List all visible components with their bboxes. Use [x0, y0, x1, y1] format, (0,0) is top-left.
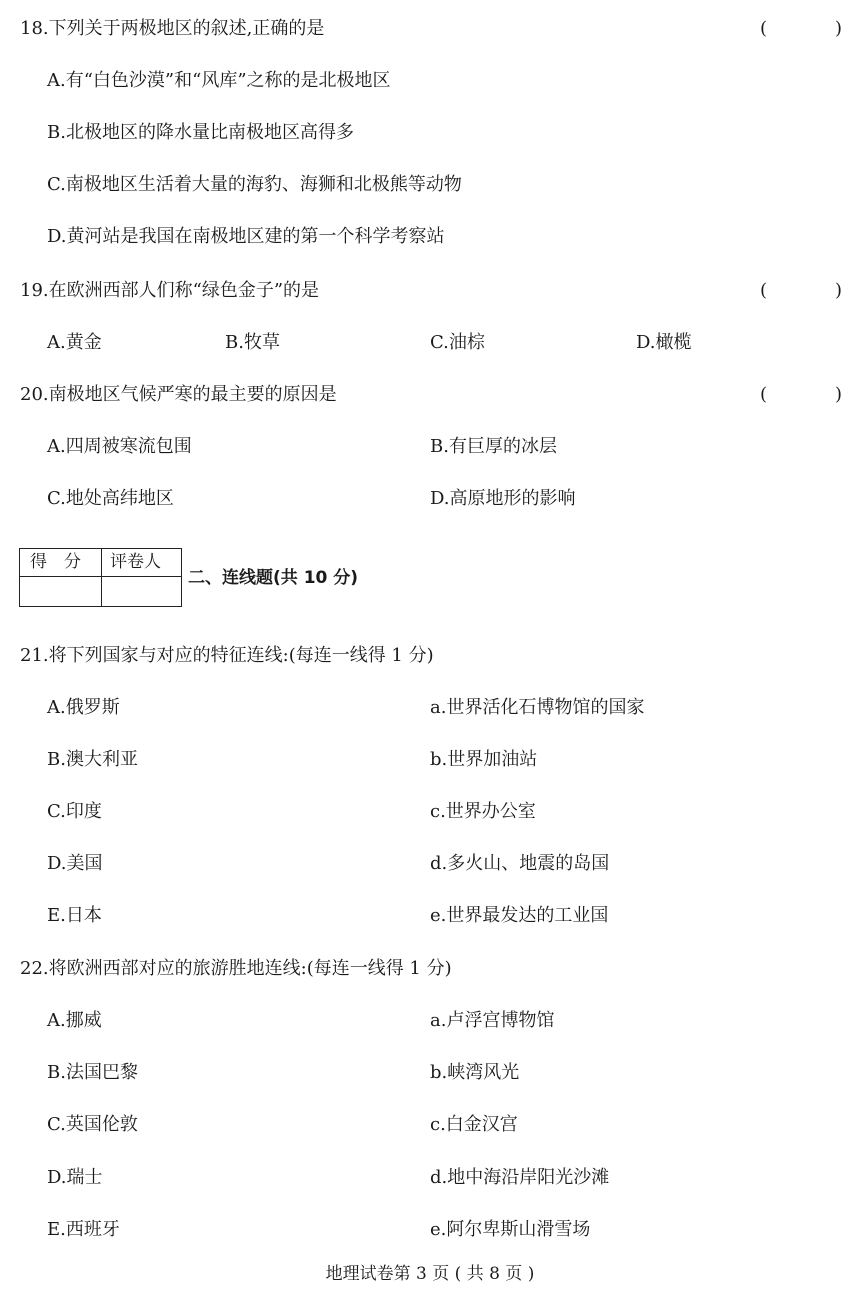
grader-label: 评卷人	[110, 552, 161, 572]
question-22-right-item: e.阿尔卑斯山滑雪场	[430, 1219, 591, 1240]
question-22-right-item: a.卢浮宫博物馆	[430, 1010, 555, 1031]
question-21-right-item: e.世界最发达的工业国	[430, 905, 609, 926]
paren-close: )	[834, 280, 842, 301]
question-18-option-a: A.有“白色沙漠”和“风库”之称的是北极地区	[47, 70, 391, 91]
question-21-left-item: C.印度	[47, 801, 102, 822]
question-22-stem: 22.将欧洲西部对应的旅游胜地连线:(每连一线得 1 分)	[20, 958, 452, 979]
question-21-left-item: E.日本	[47, 905, 102, 926]
question-21-right-item: b.世界加油站	[430, 749, 538, 770]
question-19-option-c: C.油棕	[430, 332, 485, 353]
question-21-right-item: d.多火山、地震的岛国	[430, 853, 610, 874]
question-22-right-item: c.白金汉宫	[430, 1114, 518, 1135]
question-21-left-item: A.俄罗斯	[47, 697, 120, 718]
section-2-title: 二、连线题(共 10 分)	[188, 568, 359, 588]
question-20-option-d: D.高原地形的影响	[430, 488, 576, 509]
page-footer: 地理试卷第 3 页 ( 共 8 页 )	[325, 1264, 535, 1284]
question-20-option-c: C.地处高纬地区	[47, 488, 174, 509]
question-21-right-item: a.世界活化石博物馆的国家	[430, 697, 645, 718]
question-21-left-item: B.澳大利亚	[47, 749, 138, 770]
question-22-left-item: D.瑞士	[47, 1167, 103, 1188]
paren-close: )	[834, 18, 842, 39]
paren-open: (	[760, 280, 768, 301]
paren-open: (	[760, 384, 768, 405]
question-18-option-c: C.南极地区生活着大量的海豹、海狮和北极熊等动物	[47, 174, 462, 195]
paren-open: (	[760, 18, 768, 39]
score-box	[19, 548, 182, 607]
question-21-right-item: c.世界办公室	[430, 801, 536, 822]
question-22-left-item: E.西班牙	[47, 1219, 120, 1240]
question-19-stem: 19.在欧洲西部人们称“绿色金子”的是	[20, 280, 320, 301]
question-22-left-item: A.挪威	[47, 1010, 102, 1031]
question-18-stem: 18.下列关于两极地区的叙述,正确的是	[20, 18, 325, 39]
question-18-option-b: B.北极地区的降水量比南极地区高得多	[47, 122, 354, 143]
paren-close: )	[834, 384, 842, 405]
question-22-right-item: d.地中海沿岸阳光沙滩	[430, 1167, 610, 1188]
score-label: 得 分	[30, 552, 81, 572]
question-20-option-b: B.有巨厚的冰层	[430, 436, 557, 457]
question-19-option-b: B.牧草	[225, 332, 280, 353]
question-22-left-item: B.法国巴黎	[47, 1062, 138, 1083]
question-22-left-item: C.英国伦敦	[47, 1114, 138, 1135]
question-19-option-a: A.黄金	[47, 332, 102, 353]
question-21-stem: 21.将下列国家与对应的特征连线:(每连一线得 1 分)	[20, 645, 434, 666]
question-20-option-a: A.四周被寒流包围	[47, 436, 192, 457]
question-22-right-item: b.峡湾风光	[430, 1062, 520, 1083]
score-box-divider-vertical	[101, 549, 102, 606]
question-19-option-d: D.橄榄	[636, 332, 692, 353]
question-21-left-item: D.美国	[47, 853, 103, 874]
question-18-option-d: D.黄河站是我国在南极地区建的第一个科学考察站	[47, 226, 445, 247]
question-20-stem: 20.南极地区气候严寒的最主要的原因是	[20, 384, 337, 405]
